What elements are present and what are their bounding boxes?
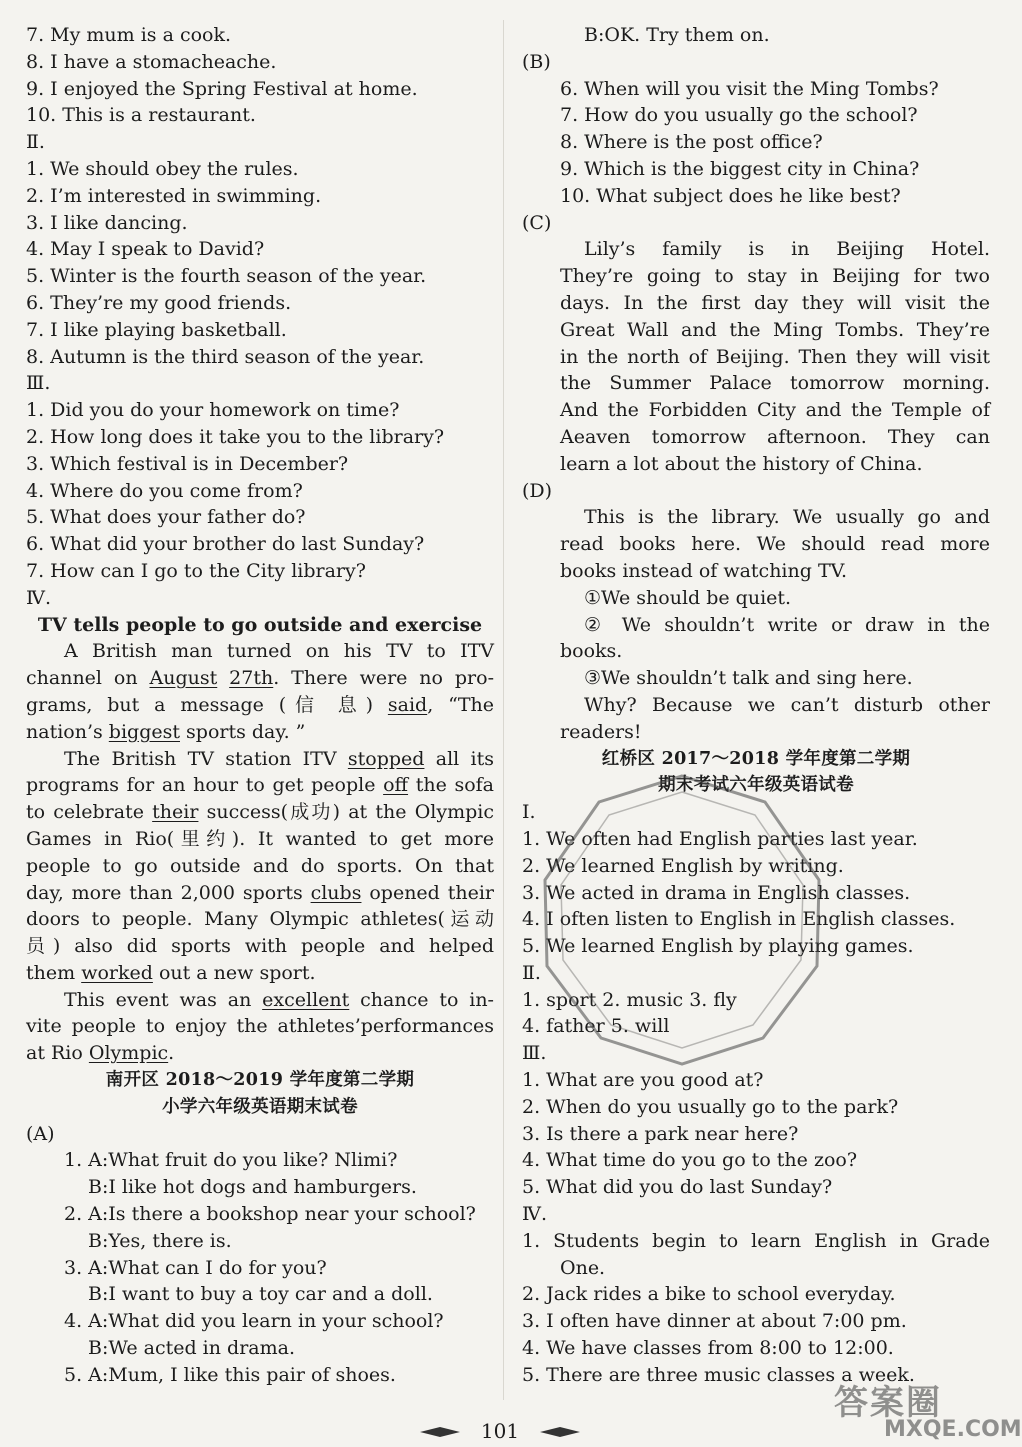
- left-text-line: B:I like hot dogs and hamburgers.: [88, 1176, 417, 1199]
- left-text-line: 7. My mum is a cook.: [26, 24, 232, 46]
- left-text-line: 小学六年级英语期末试卷: [162, 1096, 358, 1117]
- right-ornament-icon: [540, 1427, 580, 1437]
- left-text-line: 3. Which festival is in December?: [26, 452, 349, 475]
- left-text-line: B:I want to buy a toy car and a doll.: [88, 1283, 433, 1306]
- right-text-line: 2. When do you usually go to the park?: [522, 1095, 899, 1118]
- right-text-line: 1. Students begin to learn English in Grade: [522, 1229, 990, 1252]
- left-text-line: 1. A:What fruit do you like? Nlimi?: [64, 1149, 398, 1172]
- right-text-line: ② We shouldn’t write or draw in the: [584, 613, 990, 636]
- left-text-line: 8. I have a stomacheache.: [26, 50, 277, 73]
- right-text-line: 1. sport 2. music 3. fly: [522, 988, 737, 1011]
- right-text-line: read books here. We should read more: [560, 533, 990, 556]
- left-text-line: 2. A:Is there a bookshop near your school?: [64, 1203, 476, 1226]
- left-text-line: B:Yes, there is.: [88, 1229, 232, 1252]
- right-text-line: This is the library. We usually go and: [584, 506, 990, 529]
- right-text-line: 6. When will you visit the Ming Tombs?: [560, 77, 939, 100]
- left-text-line: B:We acted in drama.: [88, 1337, 295, 1360]
- right-text-line: Ⅲ.: [522, 1042, 547, 1065]
- left-text-line: 2. How long does it take you to the library?: [26, 425, 445, 448]
- right-text-line: 10. What subject does he like best?: [560, 184, 901, 207]
- left-text-line: A British man turned on his TV to ITV: [64, 640, 494, 663]
- left-text-line: them worked out a new sport.: [26, 961, 316, 984]
- right-text-line: 2. We learned English by writing.: [522, 854, 844, 877]
- right-text-line: in the north of Beijing. Then they will visit: [560, 345, 990, 368]
- right-text-line: 5. We learned English by playing games.: [522, 935, 914, 958]
- left-text-line: 5. Winter is the fourth season of the year.: [26, 265, 427, 288]
- right-text-line: Ⅳ.: [522, 1203, 548, 1226]
- left-text-line: 6. What did your brother do last Sunday?: [26, 533, 425, 556]
- left-text-line: 10. This is a restaurant.: [26, 104, 256, 127]
- right-text-line: 3. We acted in drama in English classes.: [522, 881, 911, 904]
- right-text-line: readers!: [560, 720, 642, 743]
- left-text-line: 5. A:Mum, I like this pair of shoes.: [64, 1363, 396, 1386]
- right-text-line: ①We should be quiet.: [584, 586, 792, 609]
- left-text-line: 2. I’m interested in swimming.: [26, 184, 322, 207]
- right-text-line: B:OK. Try them on.: [584, 24, 770, 46]
- right-text-line: 4. I often listen to English in English classes.: [522, 908, 956, 931]
- left-text-line: programs for an hour to get people off the sofa: [26, 774, 495, 797]
- right-text-line: And the Forbidden City and the Temple of: [560, 399, 990, 422]
- left-text-line: at Rio Olympic.: [26, 1042, 175, 1065]
- watermark-logo: 答案圈 MXQE.COM: [834, 1383, 1022, 1442]
- left-text-line: 员) also did sports with people and helped: [26, 935, 494, 958]
- right-text-line: books instead of watching TV.: [560, 559, 848, 582]
- left-text-line: 4. May I speak to David?: [26, 238, 265, 261]
- left-text-line: 4. Where do you come from?: [26, 479, 303, 502]
- right-text-line: ③We shouldn’t talk and sing here.: [584, 667, 913, 690]
- right-text-line: Ⅱ.: [522, 961, 541, 984]
- right-text-line: days. In the first day they will visit the: [560, 291, 990, 314]
- left-text-line: 南开区 2018～2019 学年度第二学期: [105, 1070, 415, 1091]
- right-text-line: 7. How do you usually go the school?: [560, 104, 918, 127]
- left-text-line: 7. I like playing basketball.: [26, 318, 287, 341]
- right-text-line: books.: [560, 640, 623, 663]
- left-column: [26, 22, 494, 1389]
- right-text-line: 4. father 5. will: [522, 1015, 670, 1038]
- right-text-line: 1. We often had English parties last year.: [522, 827, 918, 850]
- left-text-line: doors to people. Many Olympic athletes(运动: [26, 908, 494, 931]
- left-text-line: people to go outside and do sports. On that: [26, 854, 494, 877]
- right-text-line: 3. Is there a park near here?: [522, 1122, 799, 1145]
- right-text-line: Ⅰ.: [522, 801, 536, 824]
- right-text-line: (C): [522, 211, 552, 234]
- right-text-line: 5. There are three music classes a week.: [522, 1363, 915, 1386]
- left-text-line: 8. Autumn is the third season of the year.: [26, 345, 425, 368]
- left-text-line: This event was an excellent chance to in-: [64, 988, 494, 1011]
- left-text-line: Games in Rio(里约). It wanted to get more: [26, 827, 494, 850]
- right-text-line: Great Wall and the Ming Tombs. They’re: [560, 318, 990, 341]
- left-text-line: grams, but a message (信 息) said, “The: [26, 693, 494, 716]
- left-text-line: 1. Did you do your homework on time?: [26, 399, 400, 422]
- left-text-line: channel on August 27th. There were no pro-: [26, 667, 494, 690]
- column-divider: [503, 20, 504, 1400]
- left-text-line: 4. A:What did you learn in your school?: [64, 1310, 444, 1333]
- right-text-line: Aeaven tomorrow afternoon. They can: [560, 425, 990, 448]
- left-text-line: nation’s biggest sports day. ”: [26, 720, 306, 743]
- left-text-line: 5. What does your father do?: [26, 506, 306, 529]
- page-footer: [0, 1417, 1000, 1445]
- right-text-line: 4. What time do you go to the zoo?: [522, 1149, 858, 1172]
- left-text-line: Ⅳ.: [26, 586, 52, 609]
- left-text-line: 1. We should obey the rules.: [26, 157, 299, 180]
- left-text-line: 7. How can I go to the City library?: [26, 559, 366, 582]
- left-text-line: 3. I like dancing.: [26, 211, 188, 234]
- left-text-line: day, more than 2,000 sports clubs opened their: [26, 881, 494, 904]
- left-text-line: TV tells people to go outside and exercise: [37, 613, 483, 636]
- left-text-line: Ⅲ.: [26, 372, 51, 395]
- left-text-line: 6. They’re my good friends.: [26, 291, 292, 314]
- right-text-line: (B): [522, 50, 551, 73]
- right-text-line: learn a lot about the history of China.: [560, 452, 923, 475]
- right-text-line: 期末考试六年级英语试卷: [658, 775, 854, 796]
- left-text-line: Ⅱ.: [26, 131, 45, 154]
- left-text-line: (A): [26, 1122, 55, 1145]
- right-text-line: 8. Where is the post office?: [560, 131, 823, 154]
- left-text-line: to celebrate their success(成功) at the Olympic: [26, 801, 494, 824]
- right-text-line: 9. Which is the biggest city in China?: [560, 157, 920, 180]
- right-text-line: Why? Because we can’t disturb other: [584, 693, 990, 716]
- right-text-line: They’re going to stay in Beijing for two: [560, 265, 990, 288]
- left-text-line: 3. A:What can I do for you?: [64, 1256, 327, 1279]
- right-text-line: the Summer Palace tomorrow morning.: [560, 372, 990, 395]
- right-text-line: 3. I often have dinner at about 7:00 pm.: [522, 1310, 907, 1333]
- right-column: [522, 22, 990, 1389]
- right-text-line: 5. What did you do last Sunday?: [522, 1176, 833, 1199]
- left-text-line: vite people to enjoy the athletes’performances: [26, 1015, 494, 1038]
- left-text-line: The British TV station ITV stopped all its: [64, 747, 494, 770]
- right-text-line: 1. What are you good at?: [522, 1069, 764, 1092]
- right-text-line: 4. We have classes from 8:00 to 12:00.: [522, 1337, 894, 1360]
- right-text-line: (D): [522, 479, 553, 502]
- right-text-line: Lily’s family is in Beijing Hotel.: [584, 238, 990, 261]
- left-text-line: 9. I enjoyed the Spring Festival at home.: [26, 77, 418, 100]
- right-text-line: 红桥区 2017～2018 学年度第二学期: [601, 748, 911, 769]
- right-text-line: 2. Jack rides a bike to school everyday.: [522, 1283, 896, 1306]
- right-text-line: One.: [560, 1256, 606, 1279]
- page-number: 101: [480, 1419, 520, 1443]
